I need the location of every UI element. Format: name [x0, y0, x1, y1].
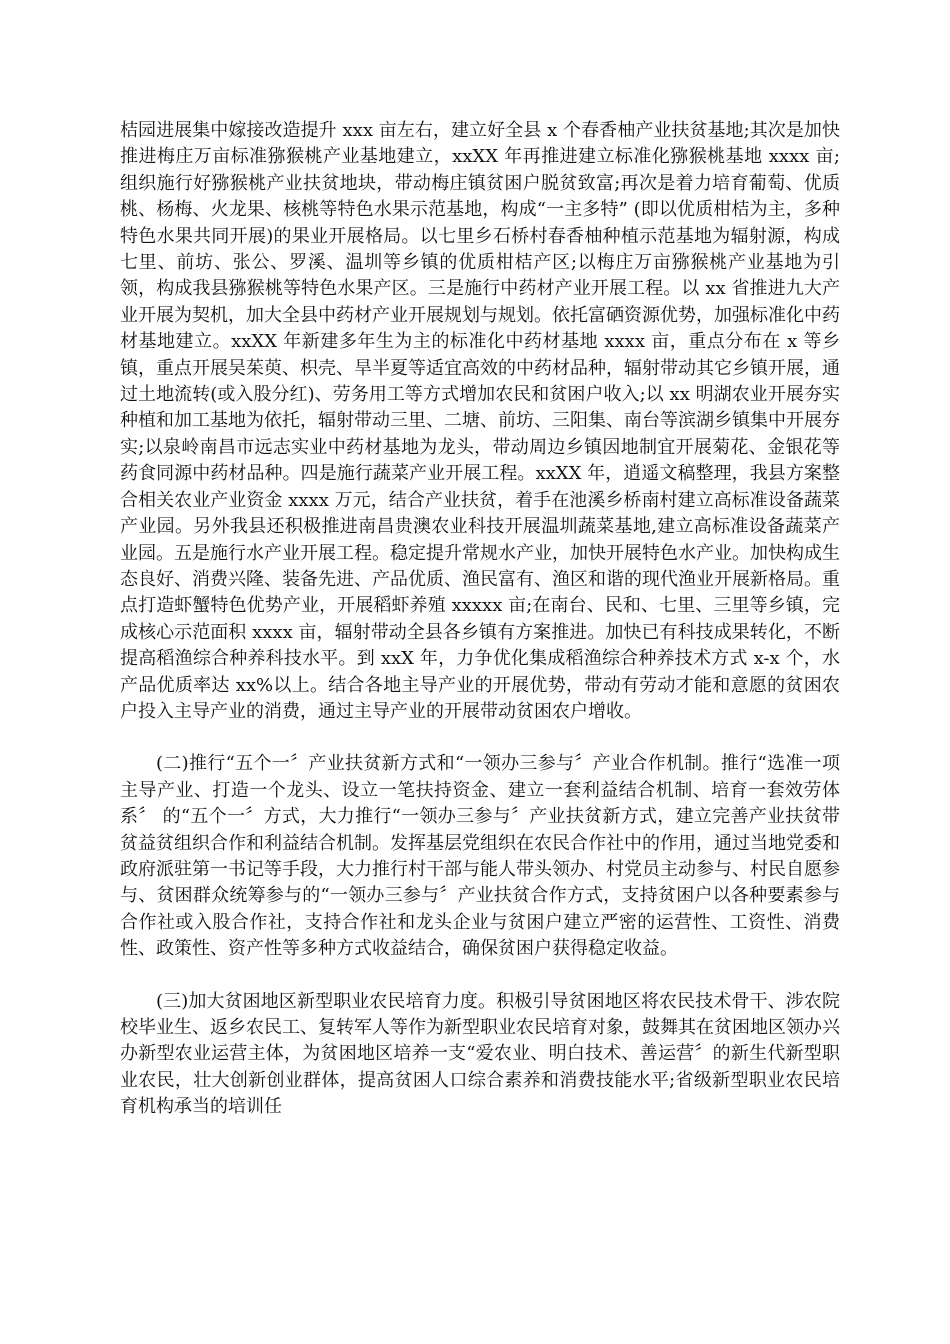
paragraph-continuation: 桔园进展集中嫁接改造提升 xxx 亩左右，建立好全县 x 个春香柚产业扶贫基地;其次是加快推进梅庄万亩标准猕猴桃产业基地建立，xxXX 年再推进建立标准化猕猴桃基地 xxxx 亩;组织施行好猕猴桃产业扶贫地块，带动梅庄镇贫困户脱贫致富;再次是着力培育葡萄、优质桃、杨梅、火龙果、核桃等特色水果示范基地，构成“一主多特” (即以优质柑桔为主，多种特色水果共同开展)的果业开展格局。以七里乡石桥村春香柚种植示范基地为辐射源，构成七里、前坊、张公、罗溪、温圳等乡镇的优质柑桔产区;以梅庄万亩猕猴桃产业基地为引领，构成我县猕猴桃等特色水果产区。三是施行中药材产业开展工程。以 xx 省推进九大产业开展为契机，加大全县中药材产业开展规划与规划。依托富硒资源优势，加强标准化中药材基地建立。xxXX 年新建多年生为主的标准化中药材基地 xxxx 亩，重点分布在 x 等乡镇，重点开展吴茱萸、枳壳、旱半夏等适宜高效的中药材品种，辐射带动其它乡镇开展，通过土地流转(或入股分红)、劳务用工等方式增加农民和贫困户收入;以 xx 明湖农业开展夯实种植和加工基地为依托，辐射带动三里、二塘、前坊、三阳集、南台等滨湖乡镇集中开展夯实;以泉岭南昌市远志实业中药材基地为龙头，带动周边乡镇因地制宜开展菊花、金银花等药食同源中药材品种。四是施行蔬菜产业开展工程。xxXX 年，逍遥文稿整理，我县方案整合相关农业产业资金 xxxx 万元，结合产业扶贫，着手在池溪乡桥南村建立高标准设备蔬菜产业园。另外我县还积极推进南昌贵澳农业科技开展温圳蔬菜基地,建立高标准设备蔬菜产业园。五是施行水产业开展工程。稳定提升常规水产业，加快开展特色水产业。加快构成生态良好、消费兴隆、装备先进、产品优质、渔民富有、渔区和谐的现代渔业开展新格局。重点打造虾蟹特色优势产业，开展稻虾养殖 xxxxx 亩;在南台、民和、七里、三里等乡镇，完成核心示范面积 xxxx 亩，辐射带动全县各乡镇有方案推进。加快已有科技成果转化，不断提高稻渔综合种养科技水平。到 xxX 年，力争优化集成稻渔综合种养技术方式 x-x 个，水产品优质率达 xx%以上。结合各地主导产业的开展优势，带动有劳动才能和意愿的贫困农户投入主导产业的消费，通过主导产业的开展带动贫困农户增收。 — [120, 120, 840, 722]
paragraph-section-2: (二)推行“五个一〞产业扶贫新方式和“一领办三参与〞产业合作机制。推行“选准一项主导产业、打造一个龙头、设立一笔扶持资金、建立一套利益结合机制、培育一套效劳体系〞 的“五个一〞方式，大力推行“一领办三参与〞产业扶贫新方式，建立完善产业扶贫带贫益贫组织合作和利益结合机制。发挥基层党组织在农民合作社中的作用，通过当地党委和政府派驻第一书记等手段，大力推行村干部与能人带头领办、村党员主动参与、村民自愿参与、贫困群众统筹参与的“一领办三参与〞产业扶贫合作方式，支持贫困户以各种要素参与合作社或入股合作社，支持合作社和龙头企业与贫困户建立严密的运营性、工资性、消费性、政策性、资产性等多种方式收益结合，确保贫困户获得稳定收益。 — [120, 753, 840, 960]
document-body — [120, 118, 840, 1147]
paragraph-section-3: (三)加大贫困地区新型职业农民培育力度。积极引导贫困地区将农民技术骨干、涉农院校毕业生、返乡农民工、复转军人等作为新型职业农民培育对象，鼓舞其在贫困地区领办兴办新型农业运营主体，为贫困地区培养一支“爱农业、明白技术、善运营〞的新生代新型职业农民，壮大创新创业群体，提高贫困人口综合素养和消费技能水平;省级新型职业农民培育机构承当的培训任 — [120, 990, 840, 1118]
